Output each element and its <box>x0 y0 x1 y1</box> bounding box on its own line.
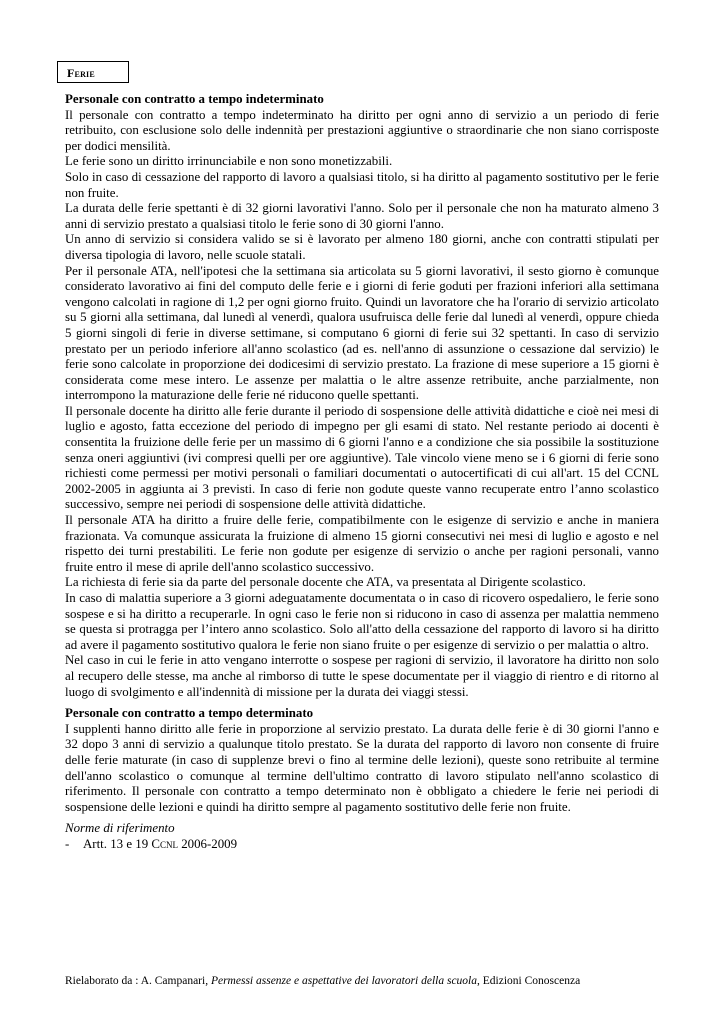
document-body <box>65 92 659 853</box>
section-title: Ferie <box>67 66 95 80</box>
paragraph: I supplenti hanno diritto alle ferie in proporzione al servizio prestato. La durata delle ferie è di 30 giorni l'anno e 32 dopo 3 anni di servizio a qualunque titolo prestato. Se la durata del rapporto di lavoro non consente di fruire delle ferie maturate (in caso di supplenze brevi o fino al termine delle lezioni), queste sono retribuite al termine dell'anno scolastico o comunque al termine dell'ultimo contratto di lavoro stipulato nell'anno scolastico di riferimento. Il personale con contratto a tempo determinato non è obbligato a chiedere le ferie nei periodi di sospensione delle lezioni e quindi ha diritto sempre al pagamento sostitutivo delle ferie non fruite. <box>65 721 659 814</box>
footer-publisher: , Edizioni Conoscenza <box>477 975 581 987</box>
heading-determinato: Personale con contratto a tempo determinato <box>65 706 314 721</box>
paragraph: Il personale ATA ha diritto a fruire delle ferie, compatibilmente con le esigenze di servizio e anche in maniera frazionata. Va comunque assicurata la fruizione di almeno 15 giorni consecutivi nei mesi di luglio e agosto e nel rispetto dei turni prestabiliti. Le ferie non godute per esigenze di servizio o anche per ragioni personali, vanno fruite entro il mese di aprile dell'anno scolastico successivo. <box>65 513 659 574</box>
reference-item <box>65 837 659 853</box>
source-footer <box>65 974 665 988</box>
footer-book-title: Permessi assenze e aspettative dei lavoratori della scuola <box>210 975 478 987</box>
paragraph: La durata delle ferie spettanti è di 32 giorni lavorativi l'anno. Solo per il personale che non ha maturato almeno 3 anni di servizio prestato a qualsiasi titolo le ferie sono di 30 giorni l'anno. <box>65 201 659 231</box>
paragraph: Il personale con contratto a tempo indeterminato ha diritto per ogni anno di servizio a un periodo di ferie retribuito, con esclusione solo delle indennità per prestazioni aggiuntive o straordinarie che non siano corrisposte per dodici mensilità. <box>65 107 659 153</box>
paragraph: Nel caso in cui le ferie in atto vengano interrotte o sospese per ragioni di servizio, il lavoratore ha diritto non solo al recupero delle stesse, ma anche al rimborso di tutte le spese documentate per il viaggio di rientro e di ritorno al luogo di svolgimento e all'indennità di missione per la durata dei viaggi stessi. <box>65 653 659 699</box>
paragraph: Solo in caso di cessazione del rapporto di lavoro a qualsiasi titolo, si ha diritto al pagamento sostitutivo per le ferie non fruite. <box>65 169 659 200</box>
list-dash: - <box>65 836 70 851</box>
paragraph: Il personale docente ha diritto alle ferie durante il periodo di sospensione delle attività didattiche e cioè nei mesi di luglio e agosto, fatta eccezione del periodo di impegno per gli esami di stato. Nel restante periodo ai docenti è consentita la fruizione delle ferie per un massimo di 6 giorni l'anno e a condizione che sia possibile la sostituzione senza oneri aggiuntivi (ivi compresi quelli per ore aggiuntive). Tale vincolo viene meno se i 6 giorni di ferie sono richiesti come permessi per motivi personali o familiari documentati o autocertificati di cui all'art. 15 del CCNL 2002-2005 in aggiunta ai 3 previsti. In caso di ferie non godute queste vanno recuperate entro l’anno scolastico successivo, sempre nei periodi di sospensione delle attività didattiche. <box>65 403 659 512</box>
paragraph: In caso di malattia superiore a 3 giorni adeguatamente documentata o in caso di ricovero ospedaliero, le ferie sono sospese e si ha diritto a recuperarle. In ogni caso le ferie non si riducono in caso di assenza per malattia nemmeno se questa si protragga per l’intero anno scolastico. Solo all'atto della cessazione del rapporto di lavoro si ha diritto ad avere il pagamento sostitutivo qualora le ferie non siano fruite o per esigenze di servizio o per malattia o altro. <box>65 591 659 652</box>
footer-prefix: Rielaborato da : A. Campanari, <box>65 975 211 987</box>
paragraph: Per il personale ATA, nell'ipotesi che la settimana sia articolata su 5 giorni lavorativi, il sesto giorno è comunque considerato lavorativo ai fini del computo delle ferie e i giorni di ferie goduti per frazioni inferiori alla settimana vengono calcolati in ragione di 1,2 per ogni giorno fruito. Quindi un lavoratore che ha l'orario di servizio articolato su 5 giorni alla settimana, dal lunedì al venerdì, qualora usufruisca delle ferie dal lunedì al venerdì, oppure chieda 5 giorni singoli di ferie in diverse settimane, si computano 6 giorni di ferie sui 32 spettanti. In caso di servizio prestato per un periodo inferiore all'anno scolastico (ad es. nell'anno di assunzione o cessazione dal servizio) le ferie sono calcolate in proporzione dei dodicesimi di servizio prestato. La frazione di mese superiore a 15 giorni è considerata come mese intero. Le assenze per malattia o le altre assenze retribuite, anche parzialmente, non interrompono la maturazione delle ferie né riducono quelle spettanti. <box>65 263 659 403</box>
reference-prefix: Artt. 13 e 19 <box>83 836 152 851</box>
norme-heading: Norme di riferimento <box>65 821 175 836</box>
paragraph: Le ferie sono un diritto irrinunciabile e non sono monetizzabili. <box>65 154 393 169</box>
reference-suffix: 2006-2009 <box>178 836 238 851</box>
reference-ccnl: Ccnl <box>151 836 178 851</box>
paragraph: La richiesta di ferie sia da parte del personale docente che ATA, va presentata al Dirigente scolastico. <box>65 575 586 590</box>
section-title-box <box>57 61 129 83</box>
heading-indeterminato: Personale con contratto a tempo indeterminato <box>65 92 324 106</box>
paragraph: Un anno di servizio si considera valido se si è lavorato per almeno 180 giorni, anche con contratti stipulati per diversa tipologia di lavoro, nelle scuole statali. <box>65 232 659 262</box>
